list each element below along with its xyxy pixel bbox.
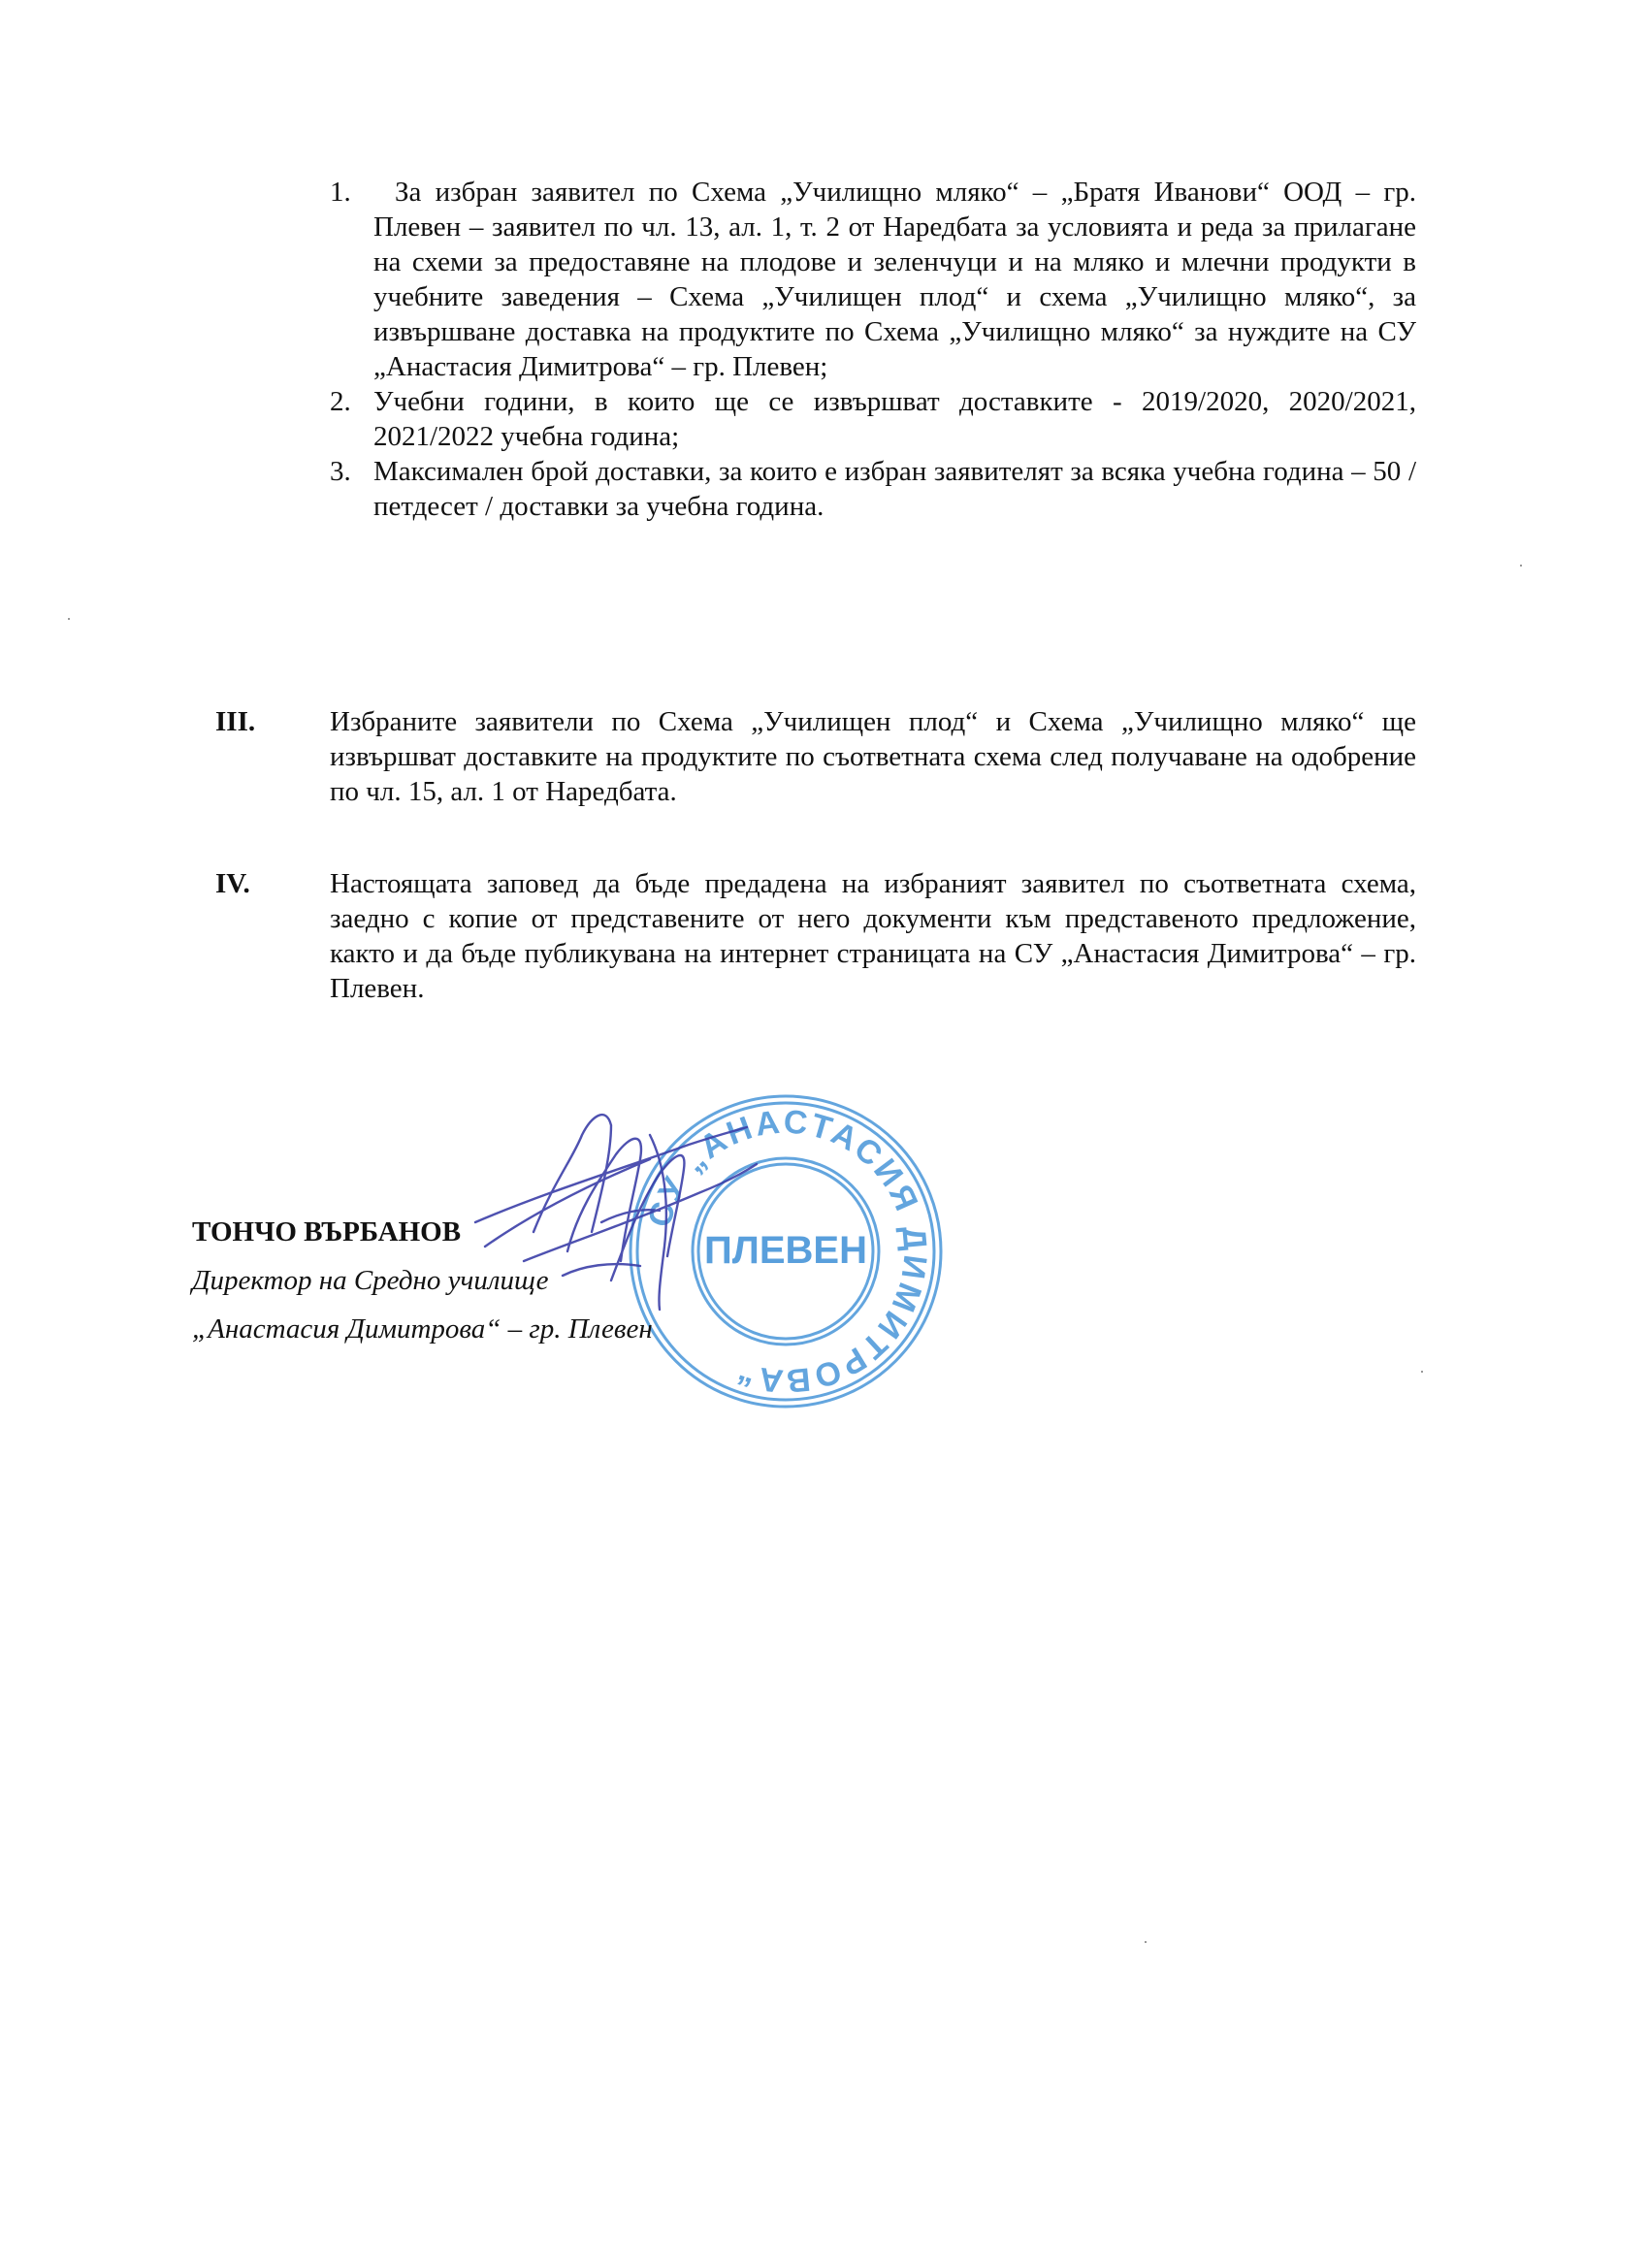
- stamp-ring-text: СУ „АНАСТАСИЯ ДИМИТРОВА“: [640, 1103, 934, 1400]
- section-iii: [215, 704, 1416, 809]
- section-text: Избраните заявители по Схема „Училищен плод“ и Схема „Училищно мляко“ ще извършват доставките на продуктите по съответната схема след получаване на одобрение по чл. 15, ал. 1 от Наредбата.: [330, 706, 1416, 807]
- scan-speck: [68, 618, 70, 620]
- list-item-text: За избран заявител по Схема „Училищно мляко“ – „Братя Иванови“ ООД – гр. Плевен – заявител по чл. 13, ал. 1, т. 2 от Наредбата за условията и реда за прилагане на схеми за предоставяне на плодове и зеленчуци и на мляко и млечни продукти в учебните заведения – Схема „Училищен плод“ и схема „Училищно мляко“, за извършване доставка на продуктите по Схема „Училищно мляко“ за нуждите на СУ „Анастасия Димитрова“ – гр. Плевен;: [373, 177, 1416, 382]
- numbered-list: [330, 175, 1416, 524]
- scan-speck: [1520, 565, 1522, 567]
- signatory-organization: „Анастасия Димитрова“ – гр. Плевен: [192, 1313, 653, 1345]
- list-item: [330, 454, 1416, 524]
- section-iv: [215, 866, 1416, 1006]
- list-item-marker: 1.: [330, 177, 351, 208]
- section-number: III.: [215, 706, 256, 737]
- scan-speck: [1421, 1371, 1423, 1373]
- list-item-marker: 2.: [330, 386, 351, 417]
- signatory-name: ТОНЧО ВЪРБАНОВ: [192, 1216, 462, 1247]
- list-item: [330, 175, 1416, 384]
- section-number: IV.: [215, 868, 250, 899]
- scan-speck: [1145, 1941, 1147, 1943]
- list-item-text: Максимален брой доставки, за които е избран заявителят за всяка учебна година – 50 /петдесет / доставки за учебна година.: [373, 456, 1416, 522]
- list-item-marker: 3.: [330, 456, 351, 487]
- stamp-center-text: ПЛЕВЕН: [704, 1229, 867, 1272]
- section-text: Настоящата заповед да бъде предадена на избраният заявител по съответната схема, заедно с копие от представените от него документи към представеното предложение, както и да бъде публикувана на интернет страницата на СУ „Анастасия Димитрова“ – гр. Плевен.: [330, 868, 1416, 1004]
- list-item: [330, 384, 1416, 454]
- list-item-text: Учебни години, в които ще се извършват доставките - 2019/2020, 2020/2021, 2021/2022 учебна година;: [373, 386, 1416, 452]
- signatory-title: Директор на Средно училище: [192, 1265, 549, 1296]
- signature-block: [192, 1215, 653, 1346]
